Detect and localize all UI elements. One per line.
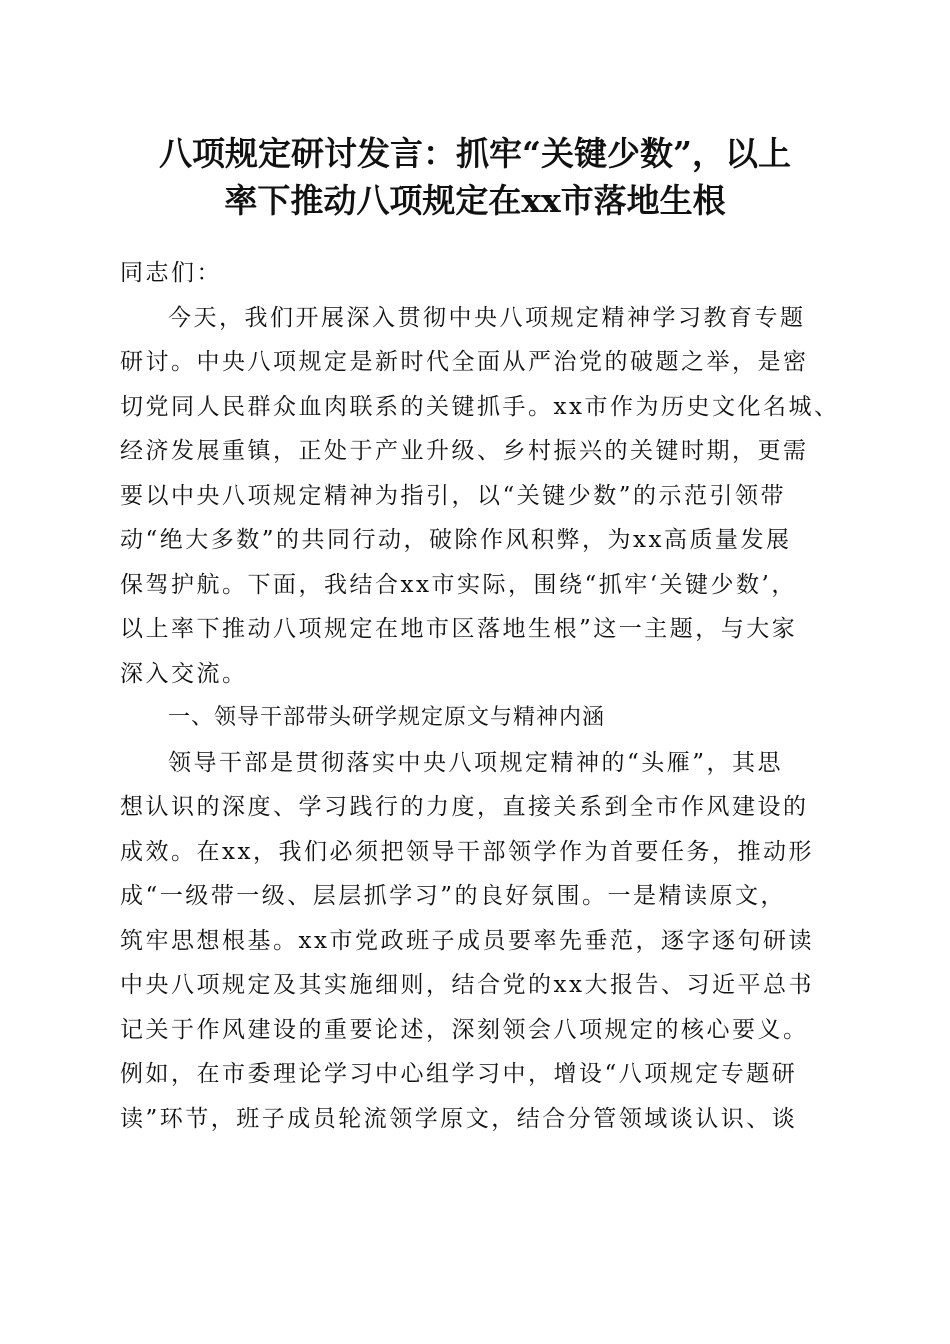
section-line: 中央八项规定及其实施细则，结合党的xx大报告、习近平总书	[120, 972, 814, 998]
section-line: 例如，在市委理论学习中心组学习中，增设“八项规定专题研	[120, 1061, 798, 1087]
salutation: 同志们：	[120, 260, 222, 286]
section-line: 领导干部是贯彻落实中央八项规定精神的“头雁”，其思	[168, 749, 784, 776]
section-line: 成“一级带一级、层层抓学习”的良好氛围。一是精读原文，	[120, 883, 787, 909]
intro-line: 要以中央八项规定精神为指引，以“关键少数”的示范引领带	[120, 482, 787, 509]
intro-line: 研讨。中央八项规定是新时代全面从严治党的破题之举，是密	[120, 349, 809, 375]
title-line-2: 率下推动八项规定在xx市落地生根	[224, 181, 726, 220]
title-line-1: 八项规定研讨发言：抓牢“关键少数”，以上	[159, 134, 791, 173]
section-line: 读”环节，班子成员轮流领学原文，结合分管领域谈认识、谈	[120, 1105, 798, 1132]
intro-line: 切党同人民群众血肉联系的关键抓手。xx市作为历史文化名城、	[120, 393, 840, 420]
intro-line: 经济发展重镇，正处于产业升级、乡村振兴的关键时期，更需	[120, 438, 809, 464]
intro-line: 以上率下推动八项规定在地市区落地生根”这一主题，与大家	[120, 616, 798, 642]
intro-line: 深入交流。	[120, 660, 248, 687]
document-title	[100, 130, 850, 224]
intro-line: 今天，我们开展深入贯彻中央八项规定精神学习教育专题	[168, 304, 806, 331]
document-body	[120, 251, 840, 1141]
section-line: 成效。在xx，我们必须把领导干部领学作为首要任务，推动形	[120, 838, 814, 865]
intro-line: 动“绝大多数”的共同行动，破除作风积弊，为xx高质量发展	[120, 527, 792, 553]
section-line: 想认识的深度、学习践行的力度，直接关系到全市作风建设的	[120, 794, 809, 820]
intro-line: 保驾护航。下面，我结合xx市实际，围绕“抓牢‘关键少数’，	[120, 571, 797, 598]
section-line: 记关于作风建设的重要论述，深刻领会八项规定的核心要义。	[120, 1016, 809, 1043]
section-line: 筑牢思想根基。xx市党政班子成员要率先垂范，逐字逐句研读	[120, 927, 814, 954]
section-heading: 一、领导干部带头研学规定原文与精神内涵	[168, 705, 606, 730]
